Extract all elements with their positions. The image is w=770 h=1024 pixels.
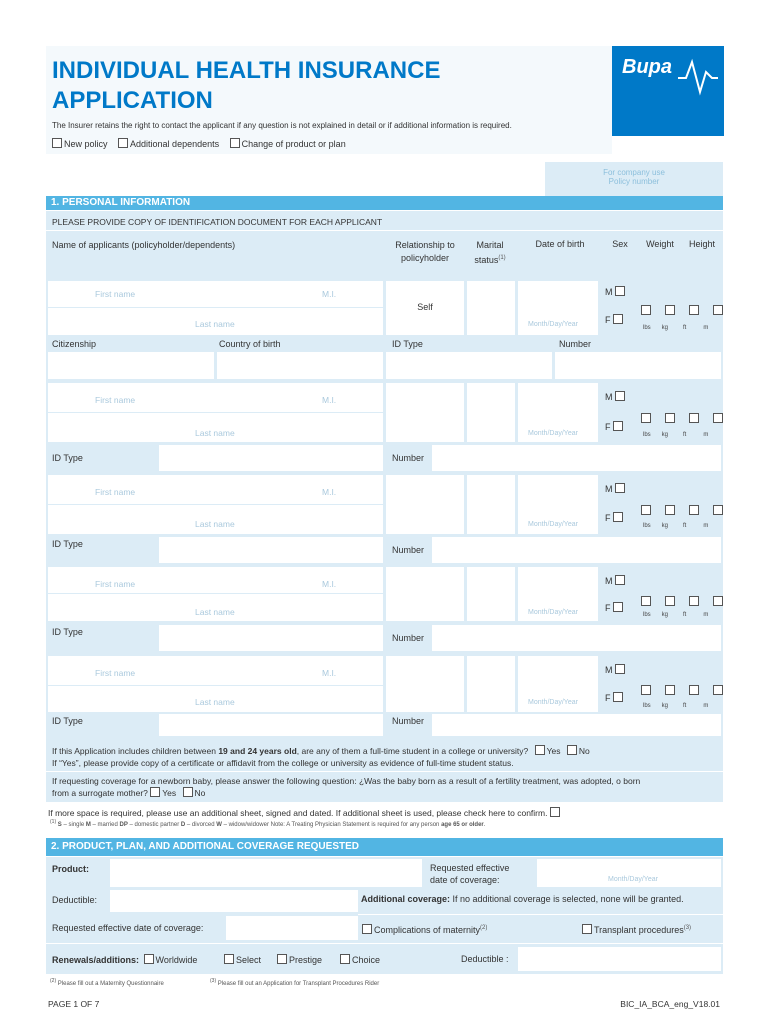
applicant-4-measurements bbox=[641, 596, 725, 607]
application-type-options bbox=[52, 138, 346, 149]
applicant-1-sex-female[interactable]: F bbox=[605, 314, 625, 325]
lbs-checkbox[interactable] bbox=[641, 596, 651, 606]
product-label: Product: bbox=[52, 864, 89, 874]
additional-dependents-checkbox[interactable] bbox=[118, 138, 128, 148]
renewals-divider bbox=[46, 943, 723, 944]
select-checkbox[interactable] bbox=[224, 954, 234, 964]
applicant-4-number-field[interactable] bbox=[432, 625, 721, 651]
applicant-5-sex-female[interactable]: F bbox=[605, 692, 625, 703]
applicant-5-sex-male[interactable]: M bbox=[605, 664, 627, 675]
applicant-2-relationship-field[interactable] bbox=[386, 383, 464, 442]
m-checkbox[interactable] bbox=[713, 413, 723, 423]
number-label: Number bbox=[392, 453, 425, 463]
prestige-checkbox[interactable] bbox=[277, 954, 287, 964]
applicant-4-sex-female[interactable]: F bbox=[605, 602, 625, 613]
deductible-field[interactable] bbox=[110, 890, 358, 912]
plan-choice[interactable]: Choice bbox=[340, 954, 380, 965]
instruction: PLEASE PROVIDE COPY OF IDENTIFICATION DOCUMENT FOR EACH APPLICANT bbox=[52, 217, 383, 227]
applicant-4-relationship-field[interactable] bbox=[386, 567, 464, 621]
female-checkbox[interactable] bbox=[613, 314, 623, 324]
kg-checkbox[interactable] bbox=[665, 413, 675, 423]
title-line-1: INDIVIDUAL HEALTH INSURANCE bbox=[52, 57, 441, 84]
change-product-checkbox[interactable] bbox=[230, 138, 240, 148]
new-policy-checkbox[interactable] bbox=[52, 138, 62, 148]
ft-checkbox[interactable] bbox=[689, 305, 699, 315]
page-title bbox=[52, 56, 440, 116]
renewals-label: Renewals/additions: bbox=[52, 955, 140, 965]
more-space-note: If more space is required, please use an additional sheet, signed and dated. If additional sheet is used, please check here to confirm. bbox=[48, 807, 562, 818]
applicant-5-relationship-field[interactable] bbox=[386, 656, 464, 712]
applicant-3-marital-field[interactable] bbox=[467, 475, 515, 534]
applicant-1-country-field[interactable] bbox=[217, 352, 383, 379]
renewals-row bbox=[52, 954, 197, 965]
applicant-4-sex-male[interactable]: M bbox=[605, 575, 627, 586]
applicant-1-citizenship-field[interactable] bbox=[48, 352, 214, 379]
title-line-2: APPLICATION bbox=[52, 87, 213, 114]
marital-status-footnote: $^{(1)}$ S – single M – married DP – domestic partner D – divorced W – widow/widower Note: A Treating Physician Statement is required for any person age 65 or older. bbox=[50, 819, 486, 828]
col-dob: Date of birth bbox=[535, 239, 585, 249]
section-1-title: 1. PERSONAL INFORMATION bbox=[46, 196, 723, 210]
applicant-3-sex-female[interactable]: F bbox=[605, 512, 625, 523]
applicant-3-sex-male[interactable]: M bbox=[605, 483, 627, 494]
children-yes-checkbox[interactable] bbox=[535, 745, 545, 755]
col-sex: Sex bbox=[612, 239, 628, 249]
req-eff-date-field[interactable] bbox=[226, 916, 358, 940]
ft-checkbox[interactable] bbox=[689, 413, 699, 423]
number-label: Number bbox=[559, 339, 592, 349]
female-checkbox[interactable] bbox=[613, 602, 623, 612]
col-marital: Marital status$^{(1)}$ bbox=[474, 240, 506, 265]
product-field[interactable] bbox=[110, 859, 422, 887]
additional-coverage-note: Additional coverage: If no additional coverage is selected, none will be granted. bbox=[361, 894, 684, 904]
logo-text: Bupa bbox=[622, 56, 672, 78]
applicant-2-sex-female[interactable]: F bbox=[605, 421, 625, 432]
id-type-label: ID Type bbox=[52, 716, 83, 726]
additional-sheet-checkbox[interactable] bbox=[550, 807, 560, 817]
number-label: Number bbox=[392, 633, 425, 643]
plan-select[interactable]: Select bbox=[224, 954, 261, 965]
number-label: Number bbox=[392, 716, 425, 726]
applicant-1-id-type-field[interactable] bbox=[386, 352, 552, 379]
applicant-1-measurements bbox=[641, 305, 725, 316]
lbs-checkbox[interactable] bbox=[641, 305, 651, 315]
id-type-label: ID Type bbox=[52, 539, 83, 549]
complications-option[interactable]: Complications of maternity$^{(2)}$ bbox=[362, 924, 487, 935]
applicant-3-id-type-field[interactable] bbox=[159, 537, 383, 563]
m-checkbox[interactable] bbox=[713, 685, 723, 695]
disclaimer: The Insurer retains the right to contact the applicant if any question is not explained in detail or if additional information is required. bbox=[52, 121, 512, 130]
id-type-label: ID Type bbox=[52, 627, 83, 637]
lbs-checkbox[interactable] bbox=[641, 505, 651, 515]
newborn-no-checkbox[interactable] bbox=[183, 787, 193, 797]
newborn-yes-checkbox[interactable] bbox=[150, 787, 160, 797]
option-new-policy[interactable]: New policy bbox=[52, 139, 108, 149]
ft-checkbox[interactable] bbox=[689, 596, 699, 606]
lbs-checkbox[interactable] bbox=[641, 685, 651, 695]
children-note: If “Yes”, please provide copy of a certificate or affidavit from the college or university as evidence of full-time student status. bbox=[52, 758, 514, 768]
citizenship-label: Citizenship bbox=[52, 339, 97, 349]
kg-checkbox[interactable] bbox=[665, 596, 675, 606]
heartbeat-icon bbox=[678, 56, 718, 96]
female-checkbox[interactable] bbox=[613, 421, 623, 431]
applicant-5-id-type-field[interactable] bbox=[159, 714, 383, 736]
male-checkbox[interactable] bbox=[615, 483, 625, 493]
country-of-birth-label: Country of birth bbox=[219, 339, 281, 349]
col-relationship: Relationship to policyholder bbox=[395, 240, 455, 263]
applicant-5-measurements bbox=[641, 685, 725, 696]
applicant-5-number-field[interactable] bbox=[432, 714, 721, 736]
bupa-logo bbox=[612, 46, 724, 136]
applicant-1-marital-field[interactable] bbox=[467, 281, 515, 335]
female-checkbox[interactable] bbox=[613, 512, 623, 522]
maternity-footnote: $^{(2)}$ Please fill out a Maternity Questionnaire bbox=[50, 978, 164, 987]
applicant-2-id-type-field[interactable] bbox=[159, 445, 383, 471]
id-type-label: ID Type bbox=[52, 453, 83, 463]
m-checkbox[interactable] bbox=[713, 305, 723, 315]
req-eff-date-label: Requested effective date of coverage: bbox=[52, 923, 204, 933]
children-no-checkbox[interactable] bbox=[567, 745, 577, 755]
children-question: If this Application includes children between 19 and 24 years old, are any of them a full-time student in a college or university? Yes No bbox=[52, 746, 590, 756]
applicant-5-marital-field[interactable] bbox=[467, 656, 515, 712]
col-name: Name of applicants (policyholder/dependents) bbox=[52, 240, 236, 250]
m-checkbox[interactable] bbox=[713, 596, 723, 606]
coverage-divider bbox=[358, 914, 723, 915]
ft-checkbox[interactable] bbox=[689, 505, 699, 515]
deductible2-field[interactable] bbox=[518, 947, 721, 971]
applicant-1-sex-male[interactable]: M bbox=[605, 286, 627, 297]
deductible-label: Deductible: bbox=[52, 895, 98, 905]
applicant-2-marital-field[interactable] bbox=[467, 383, 515, 442]
kg-checkbox[interactable] bbox=[665, 505, 675, 515]
applicant-3-number-field[interactable] bbox=[432, 537, 721, 563]
section-2-title: 2. PRODUCT, PLAN, AND ADDITIONAL COVERAGE REQUESTED bbox=[46, 838, 723, 856]
company-use-box: For company use Policy number bbox=[545, 162, 723, 196]
male-checkbox[interactable] bbox=[615, 664, 625, 674]
applicant-2-sex-male[interactable]: M bbox=[605, 391, 627, 402]
col-weight: Weight bbox=[646, 239, 674, 249]
col-height: Height bbox=[688, 239, 715, 249]
applicant-4-id-type-field[interactable] bbox=[159, 625, 383, 651]
applicant-1-number-field[interactable] bbox=[555, 352, 721, 379]
m-checkbox[interactable] bbox=[713, 505, 723, 515]
applicant-4-marital-field[interactable] bbox=[467, 567, 515, 621]
female-checkbox[interactable] bbox=[613, 692, 623, 702]
plan-prestige[interactable]: Prestige bbox=[277, 954, 322, 965]
number-label: Number bbox=[392, 545, 425, 555]
complications-checkbox[interactable] bbox=[362, 924, 372, 934]
deductible2-label: Deductible : bbox=[461, 954, 509, 964]
kg-checkbox[interactable] bbox=[665, 305, 675, 315]
choice-checkbox[interactable] bbox=[340, 954, 350, 964]
option-change-product[interactable]: Change of product or plan bbox=[230, 139, 346, 149]
form-code: BIC_IA_BCA_eng_V18.01 bbox=[620, 999, 720, 1009]
kg-checkbox[interactable] bbox=[665, 685, 675, 695]
transplant-option[interactable]: Transplant procedures$^{(3)}$ bbox=[582, 924, 691, 935]
newborn-question: If requesting coverage for a newborn baby, please answer the following question: ¿Was the baby born as a result of a fertility treatment, was adopted, o born from a surrogate mother? Yes No bbox=[52, 776, 641, 798]
plan-worldwide[interactable]: Worldwide bbox=[144, 955, 198, 965]
transplant-footnote: $^{(3)}$ Please fill out an Application for Transplant Procedures Rider bbox=[210, 978, 380, 987]
male-checkbox[interactable] bbox=[615, 391, 625, 401]
applicant-3-measurements bbox=[641, 505, 725, 516]
id-type-label: ID Type bbox=[392, 339, 423, 349]
lbs-checkbox[interactable] bbox=[641, 413, 651, 423]
male-checkbox[interactable] bbox=[615, 575, 625, 585]
transplant-checkbox[interactable] bbox=[582, 924, 592, 934]
applicant-2-number-field[interactable] bbox=[432, 445, 721, 471]
male-checkbox[interactable] bbox=[615, 286, 625, 296]
option-additional-dependents[interactable]: Additional dependents bbox=[118, 139, 219, 149]
worldwide-checkbox[interactable] bbox=[144, 954, 154, 964]
ft-checkbox[interactable] bbox=[689, 685, 699, 695]
applicant-3-relationship-field[interactable] bbox=[386, 475, 464, 534]
requested-effective-label: Requested effective date of coverage: bbox=[430, 863, 510, 885]
applicant-2-measurements bbox=[641, 413, 725, 424]
page-number: PAGE 1 OF 7 bbox=[48, 999, 100, 1009]
instruction-divider bbox=[46, 230, 723, 231]
